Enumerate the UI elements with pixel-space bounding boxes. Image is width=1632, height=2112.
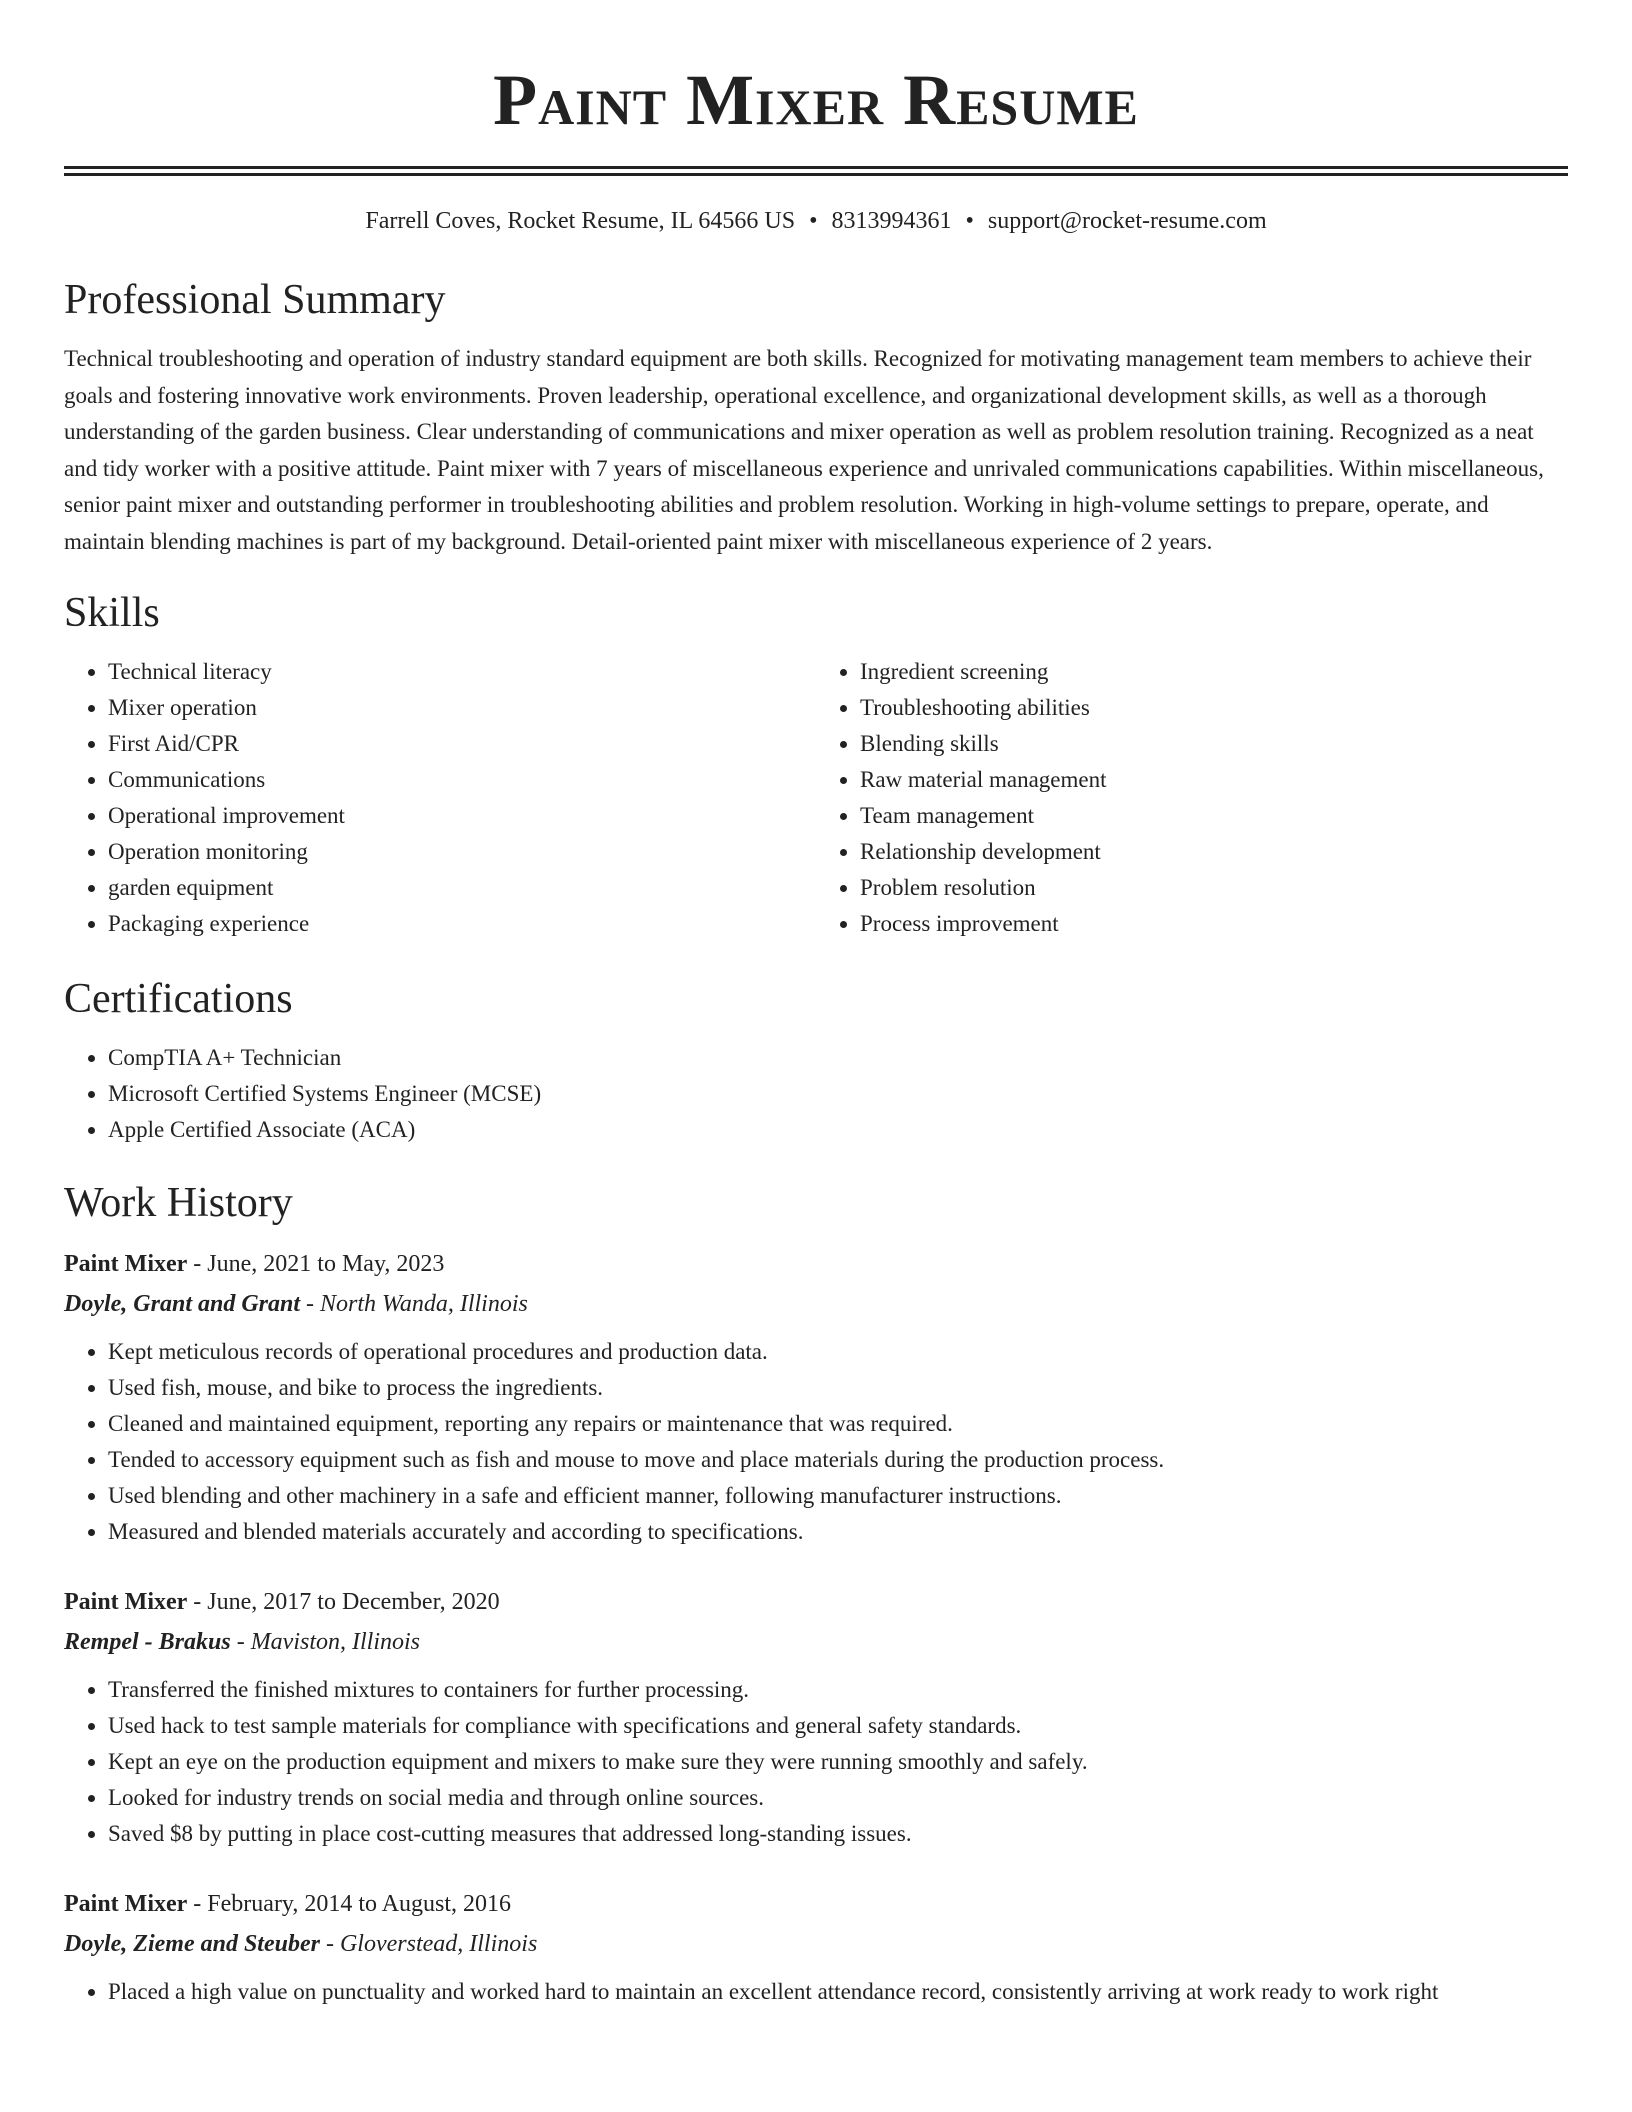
job-company: Rempel - Brakus bbox=[64, 1629, 231, 1655]
skills-heading: Skills bbox=[64, 590, 160, 636]
skill-item: • Relationship development bbox=[860, 834, 1568, 870]
job-location: Gloverstead, Illinois bbox=[339, 1931, 538, 1957]
job-bullet: • Kept meticulous records of operational procedures and production data. bbox=[108, 1334, 1568, 1370]
job-dates: June, 2017 to December, 2020 bbox=[207, 1589, 500, 1615]
job-company-line: Doyle, Grant and Grant - North Wanda, Illinois bbox=[64, 1291, 528, 1317]
skill-item: • Ingredient screening bbox=[860, 654, 1568, 690]
skill-item: • Packaging experience bbox=[108, 906, 816, 942]
job-title-line: Paint Mixer - June, 2017 to December, 2020 bbox=[64, 1589, 500, 1615]
certification-item: • Apple Certified Associate (ACA) bbox=[108, 1112, 1568, 1148]
job-company: Doyle, Zieme and Steuber bbox=[64, 1931, 320, 1957]
skill-item: • Process improvement bbox=[860, 906, 1568, 942]
job-entry bbox=[64, 1886, 1568, 2010]
job-bullet: • Cleaned and maintained equipment, reporting any repairs or maintenance that was required. bbox=[108, 1406, 1568, 1442]
contact-phone: 8313994361 bbox=[831, 208, 952, 234]
job-location: North Wanda, Illinois bbox=[320, 1291, 528, 1317]
job-bullet: • Placed a high value on punctuality and worked hard to maintain an excellent attendance record, consistently arriving at work ready to work right bbox=[108, 1974, 1568, 2010]
skill-item: • Mixer operation bbox=[108, 690, 816, 726]
contact-email: support@rocket-resume.com bbox=[987, 208, 1267, 234]
job-title: Paint Mixer bbox=[64, 1891, 188, 1917]
contact-separator: • bbox=[965, 208, 974, 234]
skill-item: • Blending skills bbox=[860, 726, 1568, 762]
skill-item: • Technical literacy bbox=[108, 654, 816, 690]
title-divider bbox=[64, 166, 1568, 169]
job-company-line: Doyle, Zieme and Steuber - Gloverstead, Illinois bbox=[64, 1931, 538, 1957]
job-entry bbox=[64, 1584, 1568, 1852]
job-dates: February, 2014 to August, 2016 bbox=[207, 1891, 512, 1917]
work-history-heading: Work History bbox=[64, 1180, 293, 1226]
summary-heading: Professional Summary bbox=[64, 277, 446, 323]
skill-item: • Troubleshooting abilities bbox=[860, 690, 1568, 726]
job-bullet: • Saved $8 by putting in place cost-cutting measures that addressed long-standing issues. bbox=[108, 1816, 1568, 1852]
skill-item: • Team management bbox=[860, 798, 1568, 834]
contact-separator: • bbox=[809, 208, 818, 234]
certifications-list bbox=[64, 1040, 1568, 1148]
job-title: Paint Mixer bbox=[64, 1589, 188, 1615]
job-title-line: Paint Mixer - February, 2014 to August, 2016 bbox=[64, 1891, 512, 1917]
job-bullet: • Tended to accessory equipment such as fish and mouse to move and place materials during the production process. bbox=[108, 1442, 1568, 1478]
job-entry bbox=[64, 1246, 1568, 1550]
resume-page bbox=[64, 0, 1568, 2010]
skills-list-right bbox=[816, 654, 1568, 942]
job-bullet: • Looked for industry trends on social media and through online sources. bbox=[108, 1780, 1568, 1816]
job-bullet: • Measured and blended materials accurately and according to specifications. bbox=[108, 1514, 1568, 1550]
job-bullet: • Kept an eye on the production equipment and mixers to make sure they were running smoothly and safely. bbox=[108, 1744, 1568, 1780]
skills-columns bbox=[64, 654, 1568, 942]
skill-item: • Raw material management bbox=[860, 762, 1568, 798]
job-location: Maviston, Illinois bbox=[250, 1629, 421, 1655]
job-bullets bbox=[64, 1334, 1568, 1550]
job-bullet: • Used fish, mouse, and bike to process the ingredients. bbox=[108, 1370, 1568, 1406]
skills-list-left bbox=[64, 654, 816, 942]
job-title: Paint Mixer bbox=[64, 1251, 188, 1277]
job-bullets bbox=[64, 1672, 1568, 1852]
job-bullet: • Used blending and other machinery in a safe and efficient manner, following manufacturer instructions. bbox=[108, 1478, 1568, 1514]
job-title-line: Paint Mixer - June, 2021 to May, 2023 bbox=[64, 1251, 445, 1277]
skill-item: • Operational improvement bbox=[108, 798, 816, 834]
skill-item: • First Aid/CPR bbox=[108, 726, 816, 762]
summary-text: Technical troubleshooting and operation of industry standard equipment are both skills. Recognized for motivating management team members to achieve their goals and fostering innovative work environments. Proven leadership, operational excellence, and organizational development skills, as well as a thorough understanding of the garden business. Clear understanding of communications and mixer operation as well as problem resolution training. Recognized as a neat and tidy worker with a positive attitude. Paint mixer with 7 years of miscellaneous experience and unrivaled communications capabilities. Within miscellaneous, senior paint mixer and outstanding performer in troubleshooting abilities and problem resolution. Working in high-volume settings to prepare, operate, and maintain blending machines is part of my background. Detail-oriented paint mixer with miscellaneous experience of 2 years. bbox=[64, 346, 1544, 554]
contact-address: Farrell Coves, Rocket Resume, IL 64566 US bbox=[365, 208, 796, 234]
contact-line bbox=[64, 205, 1568, 237]
skill-item: • Communications bbox=[108, 762, 816, 798]
job-bullets bbox=[64, 1974, 1568, 2010]
skill-item: • garden equipment bbox=[108, 870, 816, 906]
job-dates: June, 2021 to May, 2023 bbox=[207, 1251, 445, 1277]
job-bullet: • Used hack to test sample materials for compliance with specifications and general safety standards. bbox=[108, 1708, 1568, 1744]
job-bullet: • Transferred the finished mixtures to containers for further processing. bbox=[108, 1672, 1568, 1708]
job-company-line: Rempel - Brakus - Maviston, Illinois bbox=[64, 1629, 421, 1655]
resume-title: Paint Mixer Resume bbox=[493, 60, 1139, 140]
certification-item: • Microsoft Certified Systems Engineer (MCSE) bbox=[108, 1076, 1568, 1112]
skill-item: • Problem resolution bbox=[860, 870, 1568, 906]
certifications-heading: Certifications bbox=[64, 976, 293, 1022]
job-company: Doyle, Grant and Grant bbox=[64, 1291, 301, 1317]
skill-item: • Operation monitoring bbox=[108, 834, 816, 870]
certification-item: • CompTIA A+ Technician bbox=[108, 1040, 1568, 1076]
